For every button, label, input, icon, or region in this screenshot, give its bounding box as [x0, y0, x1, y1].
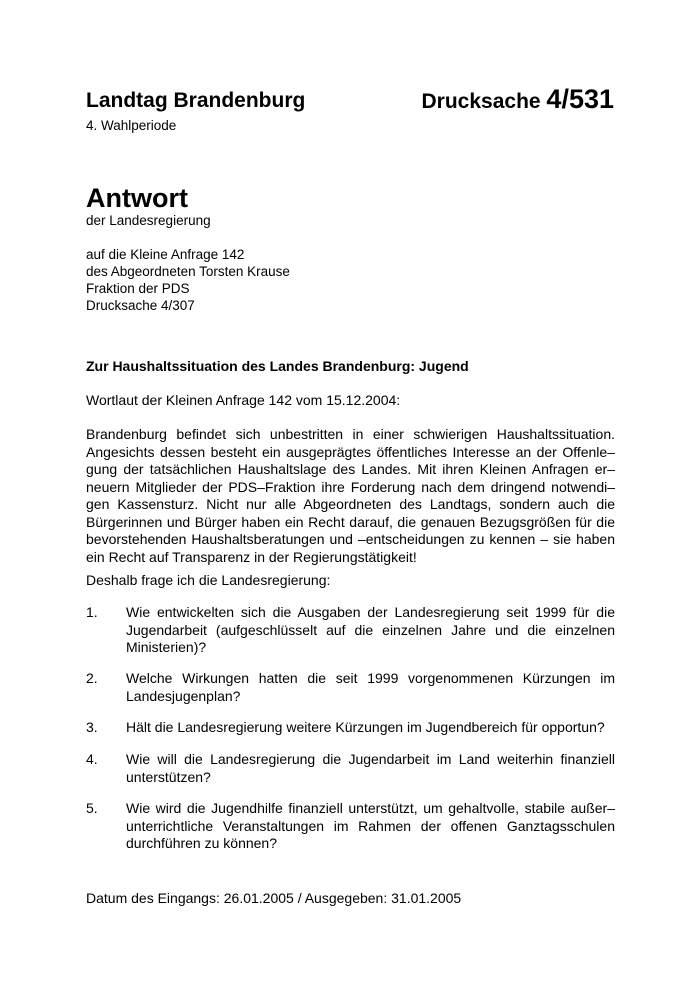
question-intro: Deshalb frage ich die Landesregierung:: [86, 572, 331, 588]
body-line: Bürgerinnen und Bürger haben ein Recht darauf, die genauen Bezugsgrößen für die: [86, 513, 615, 530]
question-line: Landesjugenplan?: [126, 687, 241, 704]
question-line: durchführen zu können?: [126, 835, 277, 851]
question-item: [86, 751, 615, 786]
reference-block: [86, 246, 290, 314]
question-line: Wie entwickelten sich die Ausgaben der Landesregierung seit 1999 für die: [126, 604, 615, 620]
question-line: Wie wird die Jugendhilfe finanziell unterstützt, um gehaltvolle, stabile außer–: [126, 800, 615, 816]
receipt-date-footer: Datum des Eingangs: 26.01.2005 / Ausgegeben: 31.01.2005: [86, 890, 462, 906]
reference-line: Fraktion der PDS: [86, 281, 190, 296]
reference-line: auf die Kleine Anfrage 142: [86, 247, 245, 262]
body-line: bevorstehenden Haushaltsberatungen und –entscheidungen zu kennen – sie haben: [86, 531, 615, 547]
question-line: Wie will die Landesregierung die Jugendarbeit im Land weiterhin finanziell: [126, 751, 615, 767]
body-line: neuern Mitglieder der PDS–Fraktion ihre Forderung nach dem dringend notwendi–: [86, 478, 615, 495]
question-item: [86, 719, 615, 737]
question-item: [86, 670, 615, 705]
question-line: Welche Wirkungen hatten die seit 1999 vorgenommenen Kürzungen im: [126, 670, 615, 686]
electoral-period: 4. Wahlperiode: [86, 118, 177, 133]
answer-subtitle: der Landesregierung: [86, 213, 211, 228]
inquiry-body: [86, 426, 615, 566]
question-line: Jugendarbeit (aufgeschlüsselt auf die einzelnen Jahre und die einzelnen: [126, 621, 615, 638]
question-line: Hält die Landesregierung weitere Kürzungen im Jugendbereich für opportun?: [126, 719, 605, 735]
body-line: ein Recht auf Transparenz in der Regierungstätigkeit!: [86, 548, 417, 565]
question-item: [86, 604, 615, 657]
answer-title: Antwort: [86, 183, 188, 213]
document-number-prefix: Drucksache: [421, 90, 547, 113]
question-line: Ministerien)?: [126, 639, 207, 655]
topic-heading: Zur Haushaltssituation des Landes Brandenburg: Jugend: [86, 358, 469, 374]
body-line: gen Kassensturz. Nicht nur alle Abgeordneten des Landtags, sondern auch die: [86, 496, 615, 512]
question-number: 2.: [86, 670, 98, 686]
document-number: [421, 84, 614, 114]
question-line: unterrichtliche Veranstaltungen im Rahmen der offenen Ganztagsschulen: [126, 817, 615, 834]
question-number: 1.: [86, 604, 98, 620]
inquiry-wording-label: Wortlaut der Kleinen Anfrage 142 vom 15.12.2004:: [86, 392, 401, 408]
reference-line: des Abgeordneten Torsten Krause: [86, 264, 290, 279]
question-item: [86, 800, 615, 853]
question-number: 5.: [86, 800, 98, 816]
question-line: unterstützen?: [126, 768, 211, 785]
question-number: 4.: [86, 751, 98, 767]
reference-line: Drucksache 4/307: [86, 298, 195, 313]
body-line: gung der tatsächlichen Haushaltslage des Landes. Mit ihren Kleinen Anfragen er–: [86, 461, 615, 477]
body-line: Angesichts dessen besteht ein ausgeprägtes öffentliches Interesse an der Offenle–: [86, 443, 615, 460]
document-number-value: 4/531: [546, 84, 614, 114]
body-line: Brandenburg befindet sich unbestritten in einer schwierigen Haushaltssituation.: [86, 426, 615, 442]
parliament-name: Landtag Brandenburg: [86, 89, 306, 112]
question-number: 3.: [86, 719, 98, 735]
